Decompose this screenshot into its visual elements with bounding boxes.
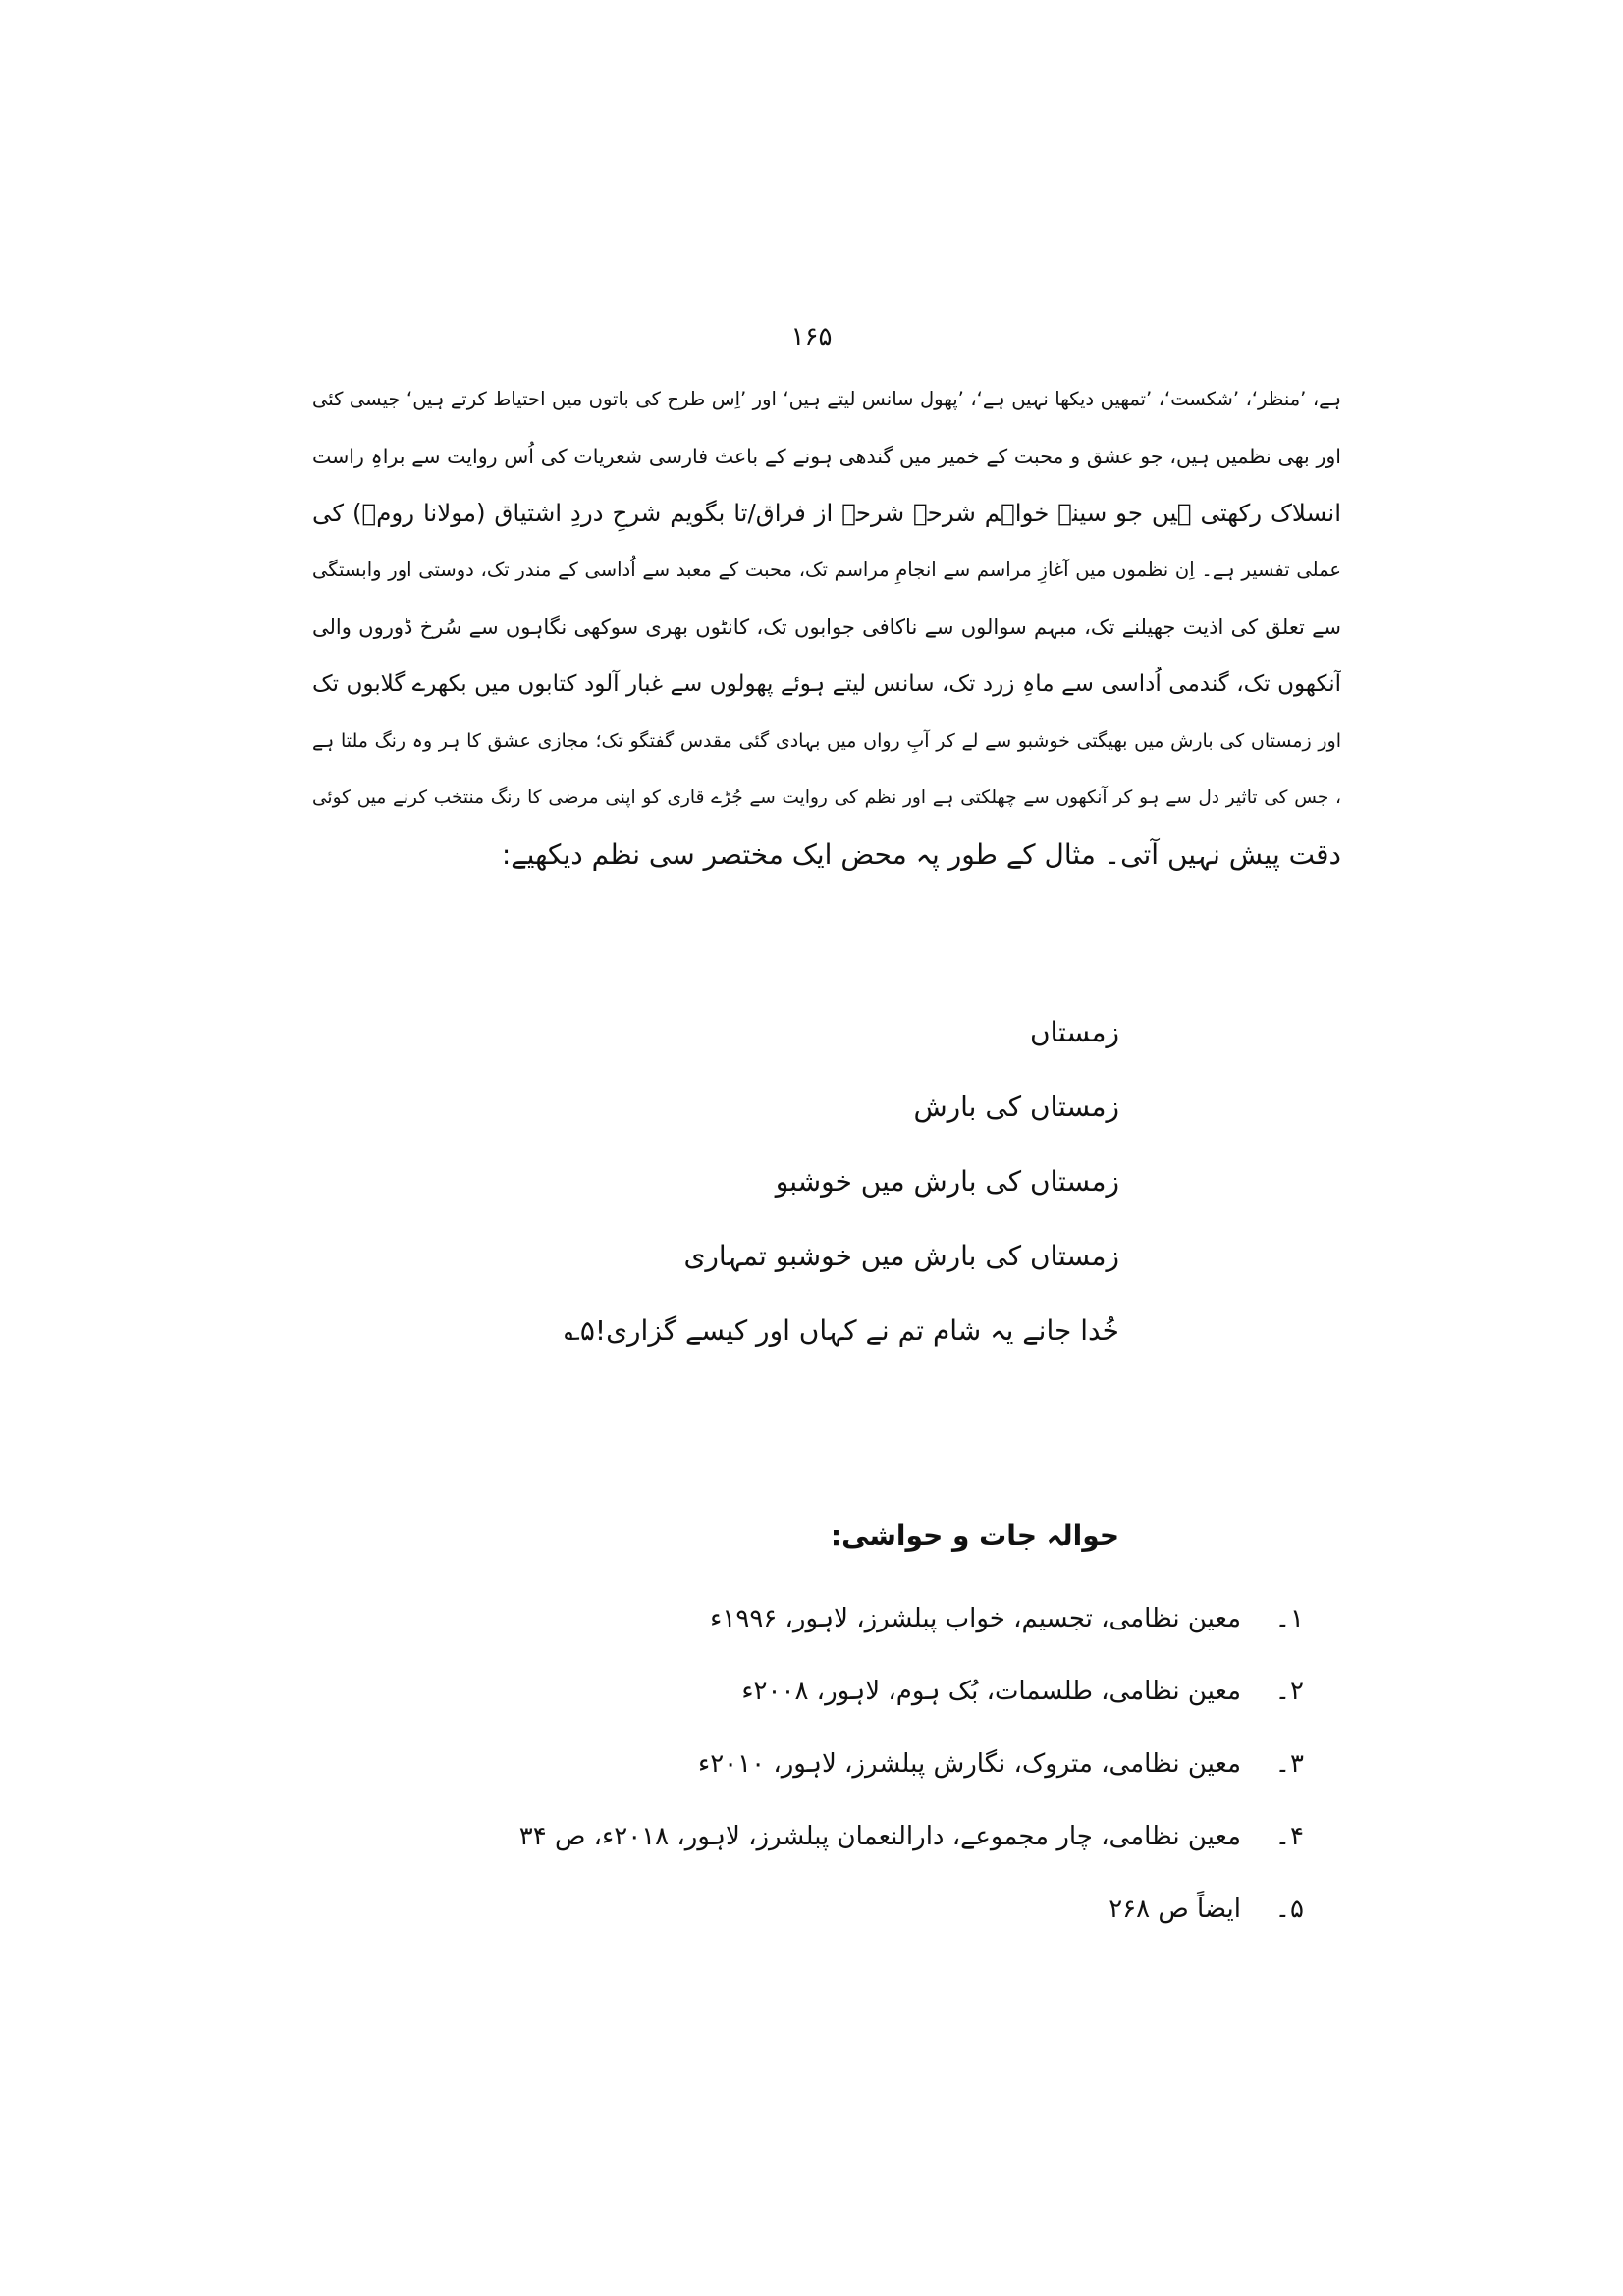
body-line: دقت پیش نہیں آتی۔ مثال کے طور پہ محض ایک مختصر سی نظم دیکھیے: <box>501 838 1341 871</box>
reference-text: ایضاً ص ۲۶۸ <box>1109 1895 1241 1924</box>
body-line: اور زمستاں کی بارش میں بھیگتی خوشبو سے لے کر آبِ رواں میں بہادی گئی مقدس گفتگو تک؛ مجازی عشق کا ہر وہ رنگ ملتا ہے <box>312 730 1341 752</box>
reference-item <box>589 1728 1304 1800</box>
reference-number: ۵۔ <box>1274 1895 1304 1924</box>
poem-line: زمستاں کی بارش میں خوشبو <box>775 1165 1119 1198</box>
reference-item <box>589 1655 1304 1728</box>
body-line: سے تعلق کی اذیت جھیلنے تک، مبہم سوالوں سے ناکافی جوابوں تک، کانٹوں بھری سوکھی نگاہوں سے سُرخ ڈوروں والی <box>312 615 1341 639</box>
page-number: ۱۶۵ <box>790 322 833 351</box>
reference-text: معین نظامی، متروک، نگارش پبلشرز، لاہور، ۲۰۱۰ء <box>697 1749 1241 1779</box>
reference-item <box>589 1873 1304 1946</box>
body-line: آنکھوں تک، گندمی اُداسی سے ماہِ زرد تک، سانس لیتے ہوئے پھولوں سے غبار آلود کتابوں میں بکھرے گلابوں تک <box>312 671 1341 697</box>
reference-item <box>589 1582 1304 1655</box>
poem-line: خُدا جانے یہ شام تم نے کہاں اور کیسے گزاری!۵؎ <box>564 1314 1119 1347</box>
poem-line: زمستاں کی بارش <box>913 1091 1119 1123</box>
reference-item <box>518 1800 1304 1873</box>
body-line: ہے، ’منظر‘، ’شکست‘، ’تمھیں دیکھا نہیں ہے‘، ’پھول سانس لیتے ہیں‘ اور ’اِس طرح کی باتوں میں احتیاط کرتے ہیں‘ جیسی کئی <box>312 388 1341 410</box>
body-line: عملی تفسیر ہے۔ اِن نظموں میں آغازِ مراسم سے انجامِ مراسم تک، محبت کے معبد سے اُداسی کے مندر تک، دوستی اور وابستگی <box>312 559 1341 581</box>
poem <box>491 995 1119 1368</box>
poem-line: زمستاں کی بارش میں خوشبو تمہاری <box>683 1240 1119 1272</box>
references-heading: حوالہ جات و حواشی: <box>830 1520 1119 1552</box>
poem-line: زمستاں <box>1029 1016 1119 1048</box>
body-line: انسلاک رکھتی ہیں جو سینہ خواہم شرحہ شرحہ از فراق/تا بگویم شرحِ دردِ اشتیاق (مولانا رومؒ) کی <box>312 499 1341 527</box>
reference-number: ۳۔ <box>1274 1749 1304 1779</box>
references-list <box>518 1582 1304 1946</box>
body-paragraph <box>312 371 1341 883</box>
reference-number: ۴۔ <box>1274 1822 1304 1851</box>
reference-text: معین نظامی، چار مجموعے، دارالنعمان پبلشرز، لاہور، ۲۰۱۸ء، ص ۳۴ <box>518 1822 1241 1851</box>
reference-number: ۱۔ <box>1274 1604 1304 1633</box>
reference-number: ۲۔ <box>1274 1677 1304 1706</box>
body-line: ، جس کی تاثیر دل سے ہو کر آنکھوں سے چھلکتی ہے اور نظم کی روایت سے جُڑے قاری کو اپنی مرضی کا رنگ منتخب کرنے میں کوئی <box>312 787 1341 808</box>
reference-text: معین نظامی، طلسمات، بُک ہوم، لاہور، ۲۰۰۸ء <box>741 1677 1241 1706</box>
body-line: اور بھی نظمیں ہیں، جو عشق و محبت کے خمیر میں گندھی ہونے کے باعث فارسی شعریات کی اُس روایت سے براہِ راست <box>312 445 1341 468</box>
reference-text: معین نظامی، تجسیم، خواب پبلشرز، لاہور، ۱۹۹۶ء <box>710 1604 1241 1633</box>
